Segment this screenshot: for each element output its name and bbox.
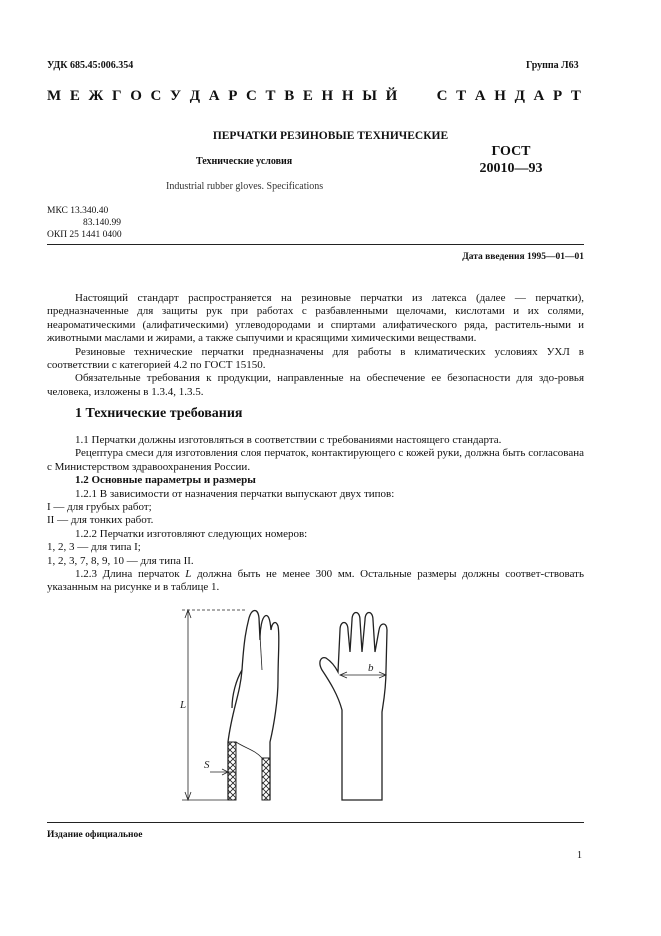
bottom-divider (47, 822, 584, 823)
label-S: S (204, 759, 210, 771)
banner-letter: Н (341, 88, 354, 104)
banner-letter: Д (514, 88, 525, 104)
glove-side-view (228, 611, 279, 801)
banner-letter: С (150, 88, 162, 104)
list-item: I — для грубых работ; (47, 501, 152, 514)
banner-letter: А (533, 88, 545, 104)
banner-letter: Н (494, 88, 506, 104)
intro-paragraph: Настоящий стандарт распространяется на резиновые перчатки из латекса (далее — перчатки), предназначенные для защиты рук при работах с разбавленными щелочами, кислотами и их солями, неароматическими (алифатическими) углеводородами и спиртами алифатического ряда, раститель-ными и животными маслами и жирами, а также сыпучими и красящими химическими веществами. (47, 292, 584, 345)
banner-letter: Н (321, 88, 334, 104)
mks-code-1: МКС 13.340.40 (47, 206, 109, 216)
group-code: Группа Л63 (526, 60, 579, 71)
banner-letter: С (246, 88, 257, 104)
paragraph: 1.1 Перчатки должны изготовляться в соответствии с требованиями настоящего стандарта. (75, 434, 502, 446)
banner-letter: О (130, 88, 142, 104)
subsection-heading-text: 1.2 Основные параметры и размеры (75, 474, 256, 487)
banner-letter: Р (228, 88, 238, 104)
banner-letter: М (47, 88, 62, 104)
english-title: Industrial rubber gloves. Specifications (166, 181, 324, 192)
intro-paragraph: Обязательные требования к продукции, направленные на обеспечение ее безопасности для здо-ровья человека, изложены в 1.3.4, 1.3.5. (47, 372, 584, 398)
banner-letter: С (436, 88, 448, 104)
classification-codes (47, 205, 122, 241)
banner-letter: Й (385, 88, 398, 104)
gost-number (478, 143, 544, 177)
paragraph: 1.2.2 Перчатки изготовляют следующих номеров: (75, 527, 308, 540)
banner-letter: Е (302, 88, 313, 104)
banner-letter: Г (112, 88, 122, 104)
label-L: L (180, 699, 187, 711)
glove-figure (170, 600, 480, 810)
banner-letter: Е (69, 88, 80, 104)
introduction-date: Дата введения 1995—01—01 (462, 252, 584, 262)
gost-label: ГОСТ (491, 144, 531, 159)
banner-letter: Д (189, 88, 201, 104)
banner-letter: В (284, 88, 295, 104)
banner-letter: Т (456, 88, 467, 104)
mks-code-2: 83.140.99 (83, 218, 121, 228)
section-heading: 1 Технические требования (75, 406, 243, 421)
paragraph: 1.2.1 В зависимости от назначения перчатки выпускают двух типов: (75, 487, 395, 500)
length-symbol: L (185, 568, 192, 581)
paragraph: Рецептура смеси для изготовления слоя перчаток, контактирующего с кожей руки, должна быть согласована с Министерством здравоохранения России. (47, 447, 584, 473)
standard-banner (47, 88, 581, 105)
banner-letter: А (208, 88, 220, 104)
gost-code: 20010—93 (479, 161, 543, 176)
top-divider (47, 244, 584, 245)
label-b: b (368, 662, 374, 674)
paragraph-part: должна быть не менее 300 мм. Остальные размеры должны соответ-ствовать указанным на рисунке и в таблице 1. (47, 568, 585, 594)
intro-paragraph: Резиновые технические перчатки предназначены для работы в климатических условиях УХЛ в соответствии с категорией 4.2 по ГОСТ 15150. (47, 345, 584, 372)
intro-text (47, 292, 584, 399)
banner-letter: Ж (88, 88, 104, 104)
banner-letter: Т (570, 88, 581, 104)
banner-letter: Р (553, 88, 563, 104)
dimension-b (340, 672, 386, 678)
banner-gap (406, 88, 428, 105)
banner-letter: Т (265, 88, 276, 104)
official-edition: Издание официальное (47, 830, 143, 840)
list-item: II — для тонких работ. (47, 514, 154, 527)
udk-code: УДК 685.45:006.354 (47, 60, 134, 71)
document-subtitle: Технические условия (196, 156, 293, 167)
okp-code: ОКП 25 1441 0400 (47, 230, 122, 240)
glove-front-view (320, 613, 387, 801)
page-number: 1 (577, 850, 582, 861)
list-item: 1, 2, 3, 7, 8, 9, 10 — для типа II. (47, 554, 194, 567)
banner-letter: Ы (362, 88, 377, 104)
banner-letter: У (170, 88, 182, 104)
paragraph (47, 568, 584, 595)
subsection-heading (47, 474, 584, 487)
section-1-text (47, 434, 584, 595)
paragraph-part: 1.2.3 Длина перчаток (75, 568, 186, 581)
banner-letter: А (474, 88, 486, 104)
document-title: ПЕРЧАТКИ РЕЗИНОВЫЕ ТЕХНИЧЕСКИЕ (212, 130, 449, 142)
list-item: 1, 2, 3 — для типа I; (47, 541, 141, 554)
